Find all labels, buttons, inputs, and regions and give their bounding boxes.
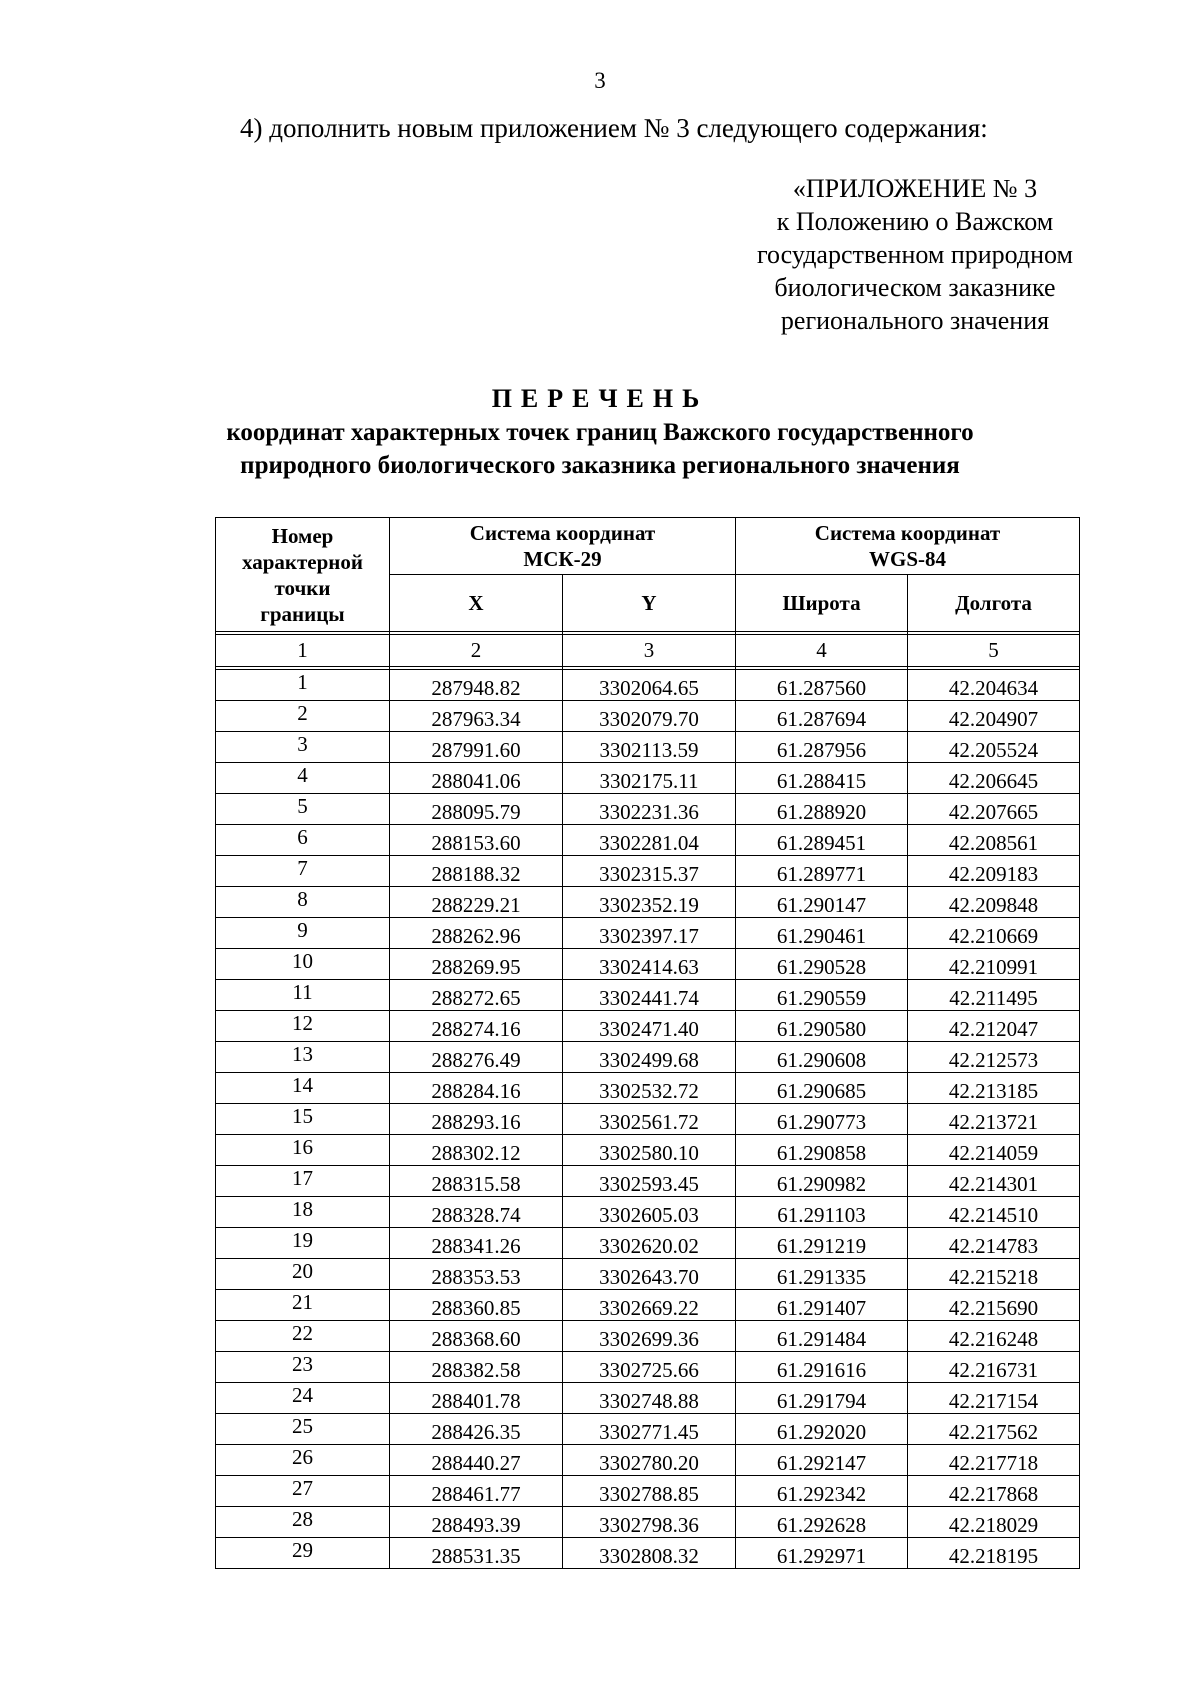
longitude-cell: 42.214783 (908, 1228, 1080, 1259)
longitude-cell: 42.209183 (908, 856, 1080, 887)
x-cell: 288531.35 (390, 1538, 563, 1569)
y-cell: 3302808.32 (563, 1538, 736, 1569)
table-row (216, 1104, 1080, 1135)
point-number-cell: 21 (216, 1290, 390, 1321)
table-row (216, 825, 1080, 856)
table-row (216, 1166, 1080, 1197)
column-number-row (216, 635, 1080, 667)
x-cell: 288368.60 (390, 1321, 563, 1352)
point-number-cell: 7 (216, 856, 390, 887)
latitude-cell: 61.292147 (736, 1445, 908, 1476)
longitude-cell: 42.217154 (908, 1383, 1080, 1414)
latitude-cell: 61.289771 (736, 856, 908, 887)
table-row (216, 763, 1080, 794)
header-text: характерной (241, 549, 364, 574)
latitude-cell: 61.290147 (736, 887, 908, 918)
y-cell: 3302780.20 (563, 1445, 736, 1476)
point-number-cell: 4 (216, 763, 390, 794)
latitude-cell: 61.290528 (736, 949, 908, 980)
point-number-cell: 11 (216, 980, 390, 1011)
latitude-cell: 61.290685 (736, 1073, 908, 1104)
point-number-cell: 9 (216, 918, 390, 949)
latitude-cell: 61.290608 (736, 1042, 908, 1073)
latitude-cell: 61.288920 (736, 794, 908, 825)
title-line: природного биологического заказника регионального значения (240, 452, 960, 479)
document-title (0, 382, 1200, 482)
y-cell: 3302352.19 (563, 887, 736, 918)
y-cell: 3302231.36 (563, 794, 736, 825)
point-number-cell: 1 (216, 670, 390, 701)
column-number: 5 (908, 635, 1080, 667)
x-cell: 288302.12 (390, 1135, 563, 1166)
latitude-cell: 61.291219 (736, 1228, 908, 1259)
table-row (216, 949, 1080, 980)
longitude-cell: 42.216731 (908, 1352, 1080, 1383)
longitude-cell: 42.208561 (908, 825, 1080, 856)
header-x: X (390, 575, 563, 632)
point-number-cell: 10 (216, 949, 390, 980)
table-row (216, 1352, 1080, 1383)
x-cell: 288229.21 (390, 887, 563, 918)
longitude-cell: 42.217868 (908, 1476, 1080, 1507)
latitude-cell: 61.289451 (736, 825, 908, 856)
x-cell: 288360.85 (390, 1290, 563, 1321)
latitude-cell: 61.287694 (736, 701, 908, 732)
x-cell: 288315.58 (390, 1166, 563, 1197)
longitude-cell: 42.214059 (908, 1135, 1080, 1166)
x-cell: 287991.60 (390, 732, 563, 763)
table-row (216, 1135, 1080, 1166)
latitude-cell: 61.291103 (736, 1197, 908, 1228)
y-cell: 3302561.72 (563, 1104, 736, 1135)
appendix-header (720, 172, 1110, 337)
y-cell: 3302499.68 (563, 1042, 736, 1073)
table-row (216, 1476, 1080, 1507)
point-number-cell: 23 (216, 1352, 390, 1383)
y-cell: 3302788.85 (563, 1476, 736, 1507)
latitude-cell: 61.291407 (736, 1290, 908, 1321)
y-cell: 3302620.02 (563, 1228, 736, 1259)
x-cell: 288440.27 (390, 1445, 563, 1476)
x-cell: 288041.06 (390, 763, 563, 794)
header-longitude: Долгота (908, 575, 1080, 632)
table-row (216, 732, 1080, 763)
x-cell: 287963.34 (390, 701, 563, 732)
table-body (216, 632, 1080, 1569)
table-row (216, 1383, 1080, 1414)
y-cell: 3302441.74 (563, 980, 736, 1011)
x-cell: 287948.82 (390, 670, 563, 701)
point-number-cell: 25 (216, 1414, 390, 1445)
latitude-cell: 61.291484 (736, 1321, 908, 1352)
point-number-cell: 8 (216, 887, 390, 918)
point-number-cell: 5 (216, 794, 390, 825)
x-cell: 288493.39 (390, 1507, 563, 1538)
point-number-cell: 18 (216, 1197, 390, 1228)
latitude-cell: 61.290982 (736, 1166, 908, 1197)
longitude-cell: 42.214301 (908, 1166, 1080, 1197)
latitude-cell: 61.287956 (736, 732, 908, 763)
longitude-cell: 42.204634 (908, 670, 1080, 701)
point-number-cell: 24 (216, 1383, 390, 1414)
point-number-cell: 2 (216, 701, 390, 732)
longitude-cell: 42.204907 (908, 701, 1080, 732)
header-wgs84 (736, 518, 1080, 575)
x-cell: 288284.16 (390, 1073, 563, 1104)
longitude-cell: 42.216248 (908, 1321, 1080, 1352)
latitude-cell: 61.287560 (736, 670, 908, 701)
x-cell: 288095.79 (390, 794, 563, 825)
header-point-number (216, 518, 390, 632)
page-number: 3 (594, 68, 606, 93)
y-cell: 3302471.40 (563, 1011, 736, 1042)
column-number: 2 (390, 635, 563, 667)
x-cell: 288274.16 (390, 1011, 563, 1042)
point-number-cell: 16 (216, 1135, 390, 1166)
longitude-cell: 42.211495 (908, 980, 1080, 1011)
y-cell: 3302414.63 (563, 949, 736, 980)
point-number-cell: 26 (216, 1445, 390, 1476)
y-cell: 3302397.17 (563, 918, 736, 949)
point-number-cell: 12 (216, 1011, 390, 1042)
y-cell: 3302748.88 (563, 1383, 736, 1414)
longitude-cell: 42.205524 (908, 732, 1080, 763)
point-number-cell: 13 (216, 1042, 390, 1073)
header-text: WGS-84 (869, 547, 947, 571)
table-row (216, 980, 1080, 1011)
y-cell: 3302669.22 (563, 1290, 736, 1321)
header-y: Y (563, 575, 736, 632)
title-main: ПЕРЕЧЕНЬ (491, 384, 709, 413)
point-number-cell: 29 (216, 1538, 390, 1569)
point-number-cell: 19 (216, 1228, 390, 1259)
table-row (216, 1321, 1080, 1352)
table-row (216, 1414, 1080, 1445)
table-row (216, 856, 1080, 887)
point-number-cell: 22 (216, 1321, 390, 1352)
latitude-cell: 61.291616 (736, 1352, 908, 1383)
x-cell: 288461.77 (390, 1476, 563, 1507)
y-cell: 3302643.70 (563, 1259, 736, 1290)
table-row (216, 1197, 1080, 1228)
header-text: Система координат (469, 521, 656, 545)
table-row (216, 918, 1080, 949)
table-row (216, 1538, 1080, 1569)
y-cell: 3302315.37 (563, 856, 736, 887)
latitude-cell: 61.291794 (736, 1383, 908, 1414)
table-row (216, 1228, 1080, 1259)
point-number-cell: 28 (216, 1507, 390, 1538)
longitude-cell: 42.214510 (908, 1197, 1080, 1228)
appendix-line: государственном природном (756, 240, 1074, 269)
x-cell: 288276.49 (390, 1042, 563, 1073)
appendix-line: к Положению о Важском (776, 207, 1054, 236)
longitude-cell: 42.217562 (908, 1414, 1080, 1445)
y-cell: 3302605.03 (563, 1197, 736, 1228)
x-cell: 288272.65 (390, 980, 563, 1011)
longitude-cell: 42.213185 (908, 1073, 1080, 1104)
x-cell: 288328.74 (390, 1197, 563, 1228)
longitude-cell: 42.217718 (908, 1445, 1080, 1476)
title-line: координат характерных точек границ Важского государственного (226, 419, 974, 446)
y-cell: 3302725.66 (563, 1352, 736, 1383)
longitude-cell: 42.218029 (908, 1507, 1080, 1538)
column-number: 1 (216, 635, 390, 667)
latitude-cell: 61.292971 (736, 1538, 908, 1569)
table-row (216, 1259, 1080, 1290)
latitude-cell: 61.292628 (736, 1507, 908, 1538)
point-number-cell: 14 (216, 1073, 390, 1104)
point-number-cell: 27 (216, 1476, 390, 1507)
appendix-line: регионального значения (780, 306, 1050, 335)
y-cell: 3302580.10 (563, 1135, 736, 1166)
latitude-cell: 61.292020 (736, 1414, 908, 1445)
header-latitude: Широта (736, 575, 908, 632)
x-cell: 288353.53 (390, 1259, 563, 1290)
point-number-cell: 20 (216, 1259, 390, 1290)
appendix-line: «ПРИЛОЖЕНИЕ № 3 (792, 174, 1038, 203)
header-text: точки (274, 575, 331, 600)
x-cell: 288341.26 (390, 1228, 563, 1259)
table-row (216, 794, 1080, 825)
y-cell: 3302771.45 (563, 1414, 736, 1445)
longitude-cell: 42.206645 (908, 763, 1080, 794)
header-text: Система координат (814, 521, 1001, 545)
longitude-cell: 42.218195 (908, 1538, 1080, 1569)
y-cell: 3302281.04 (563, 825, 736, 856)
header-msk29 (390, 518, 736, 575)
coordinates-table (215, 517, 1080, 1569)
header-text: Номер (271, 523, 334, 548)
table-row (216, 1073, 1080, 1104)
table-row (216, 1290, 1080, 1321)
point-number-cell: 15 (216, 1104, 390, 1135)
appendix-line: биологическом заказнике (774, 273, 1056, 302)
y-cell: 3302113.59 (563, 732, 736, 763)
longitude-cell: 42.209848 (908, 887, 1080, 918)
longitude-cell: 42.213721 (908, 1104, 1080, 1135)
header-text: МСК-29 (523, 547, 602, 571)
longitude-cell: 42.207665 (908, 794, 1080, 825)
point-number-cell: 3 (216, 732, 390, 763)
x-cell: 288269.95 (390, 949, 563, 980)
x-cell: 288401.78 (390, 1383, 563, 1414)
x-cell: 288382.58 (390, 1352, 563, 1383)
point-number-cell: 6 (216, 825, 390, 856)
table-row (216, 1445, 1080, 1476)
y-cell: 3302593.45 (563, 1166, 736, 1197)
latitude-cell: 61.290858 (736, 1135, 908, 1166)
y-cell: 3302798.36 (563, 1507, 736, 1538)
longitude-cell: 42.210991 (908, 949, 1080, 980)
y-cell: 3302175.11 (563, 763, 736, 794)
column-number: 3 (563, 635, 736, 667)
table-row (216, 1507, 1080, 1538)
x-cell: 288293.16 (390, 1104, 563, 1135)
table-row (216, 670, 1080, 701)
table-row (216, 1011, 1080, 1042)
point-number-cell: 17 (216, 1166, 390, 1197)
column-number: 4 (736, 635, 908, 667)
table-row (216, 887, 1080, 918)
table-row (216, 1042, 1080, 1073)
y-cell: 3302064.65 (563, 670, 736, 701)
latitude-cell: 61.290559 (736, 980, 908, 1011)
y-cell: 3302699.36 (563, 1321, 736, 1352)
latitude-cell: 61.288415 (736, 763, 908, 794)
longitude-cell: 42.212047 (908, 1011, 1080, 1042)
x-cell: 288262.96 (390, 918, 563, 949)
x-cell: 288426.35 (390, 1414, 563, 1445)
longitude-cell: 42.210669 (908, 918, 1080, 949)
longitude-cell: 42.215218 (908, 1259, 1080, 1290)
table-row (216, 701, 1080, 732)
y-cell: 3302532.72 (563, 1073, 736, 1104)
x-cell: 288188.32 (390, 856, 563, 887)
header-text: границы (260, 601, 345, 626)
longitude-cell: 42.215690 (908, 1290, 1080, 1321)
latitude-cell: 61.290461 (736, 918, 908, 949)
longitude-cell: 42.212573 (908, 1042, 1080, 1073)
x-cell: 288153.60 (390, 825, 563, 856)
latitude-cell: 61.290773 (736, 1104, 908, 1135)
intro-paragraph: 4) дополнить новым приложением № 3 следующего содержания: (240, 113, 988, 143)
latitude-cell: 61.291335 (736, 1259, 908, 1290)
latitude-cell: 61.290580 (736, 1011, 908, 1042)
y-cell: 3302079.70 (563, 701, 736, 732)
latitude-cell: 61.292342 (736, 1476, 908, 1507)
